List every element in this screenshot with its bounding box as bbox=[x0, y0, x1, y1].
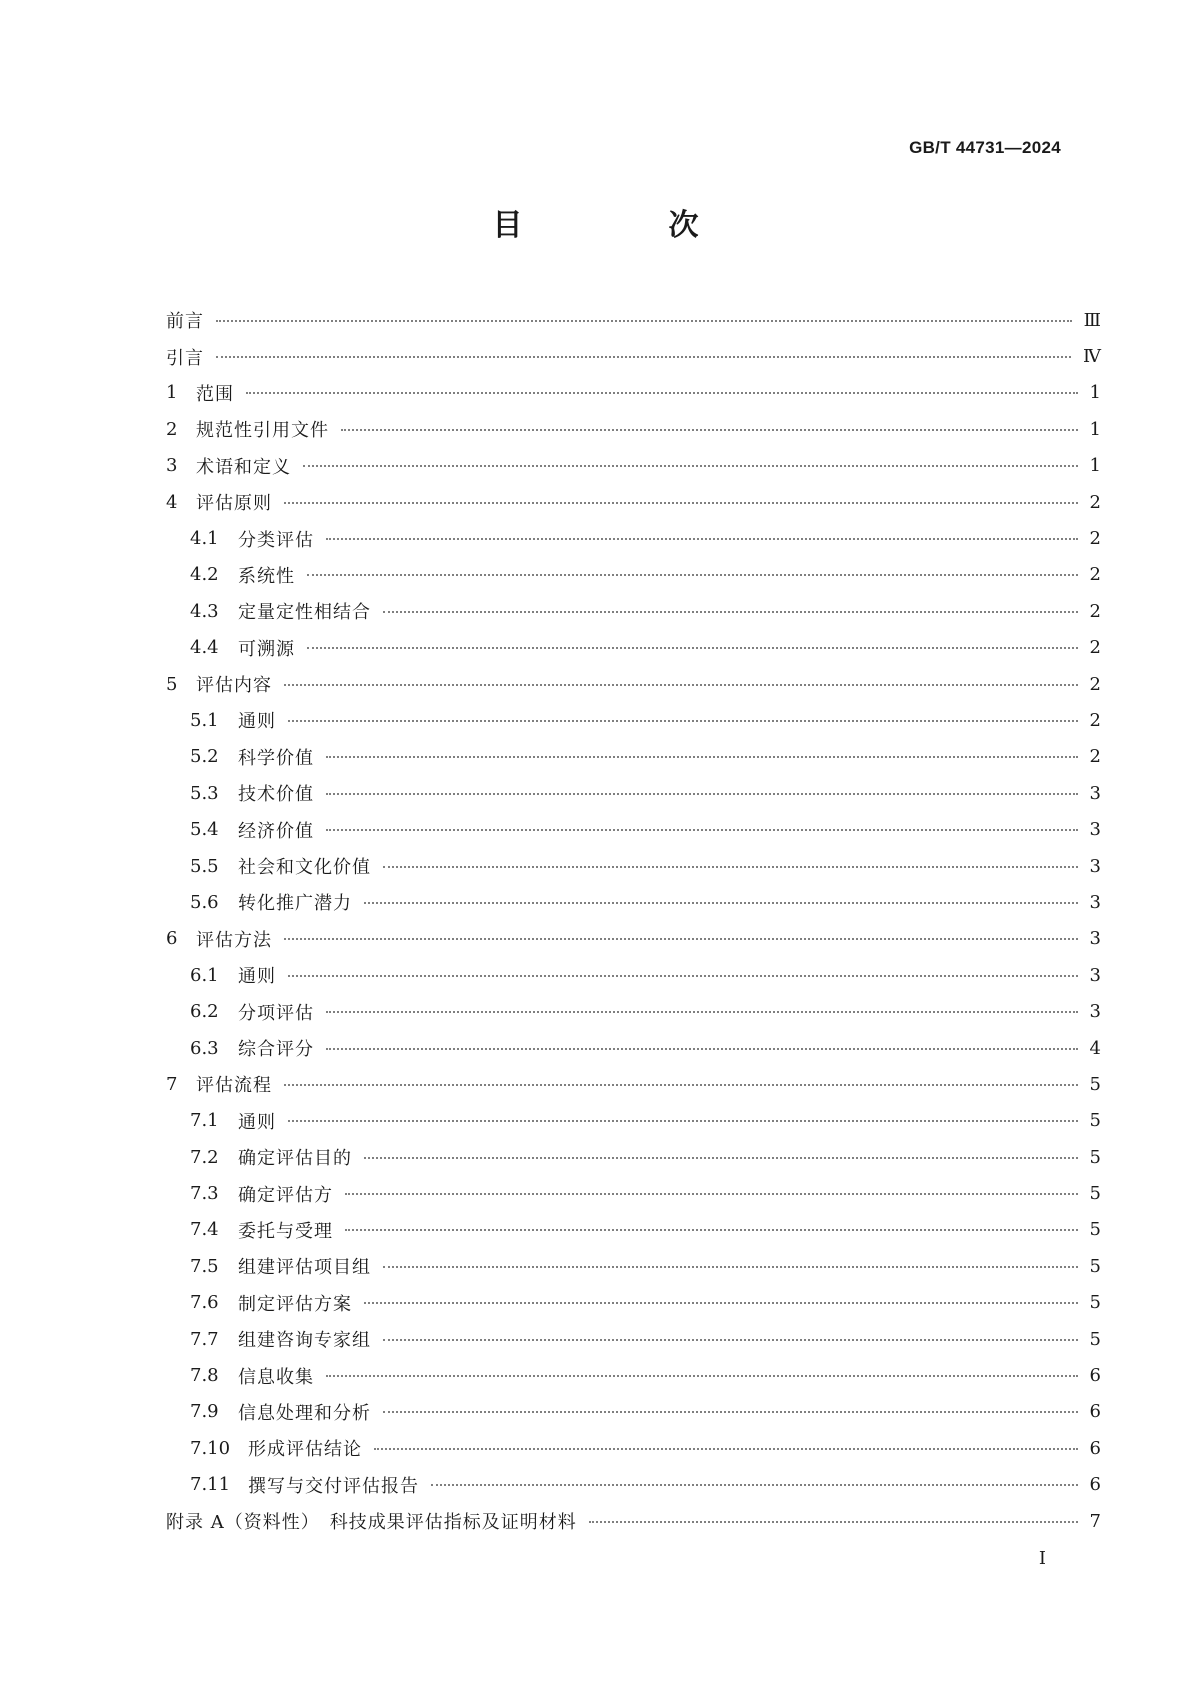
dot-leader bbox=[303, 464, 1078, 467]
toc-entry[interactable] bbox=[166, 1175, 1101, 1211]
toc-entry-label: 社会和文化价值 bbox=[238, 857, 371, 879]
toc-entry-page: 1 bbox=[1089, 382, 1101, 404]
toc-entry-number: 7.1 bbox=[190, 1110, 219, 1132]
toc-entry[interactable] bbox=[166, 993, 1101, 1029]
toc-entry[interactable] bbox=[166, 557, 1101, 593]
dot-leader bbox=[326, 1010, 1078, 1013]
dot-leader bbox=[216, 355, 1071, 358]
page-title: 目 次 bbox=[492, 208, 757, 243]
page-number: I bbox=[1038, 1548, 1046, 1569]
toc-entry[interactable] bbox=[166, 1357, 1101, 1393]
toc-entry-label: 确定评估方 bbox=[238, 1184, 333, 1206]
toc-entry-page: 3 bbox=[1089, 964, 1101, 986]
toc-entry-label: 转化推广潜力 bbox=[238, 893, 352, 915]
toc-entry-page: 5 bbox=[1089, 1328, 1101, 1350]
toc-entry[interactable] bbox=[166, 1394, 1101, 1430]
toc-entry-page: 2 bbox=[1089, 528, 1101, 550]
toc-entry-page: 2 bbox=[1089, 673, 1101, 695]
toc-entry-label: 科学价值 bbox=[238, 747, 314, 769]
toc-entry-number: 7.6 bbox=[190, 1292, 219, 1314]
toc-entry-label: 定量定性相结合 bbox=[238, 602, 371, 624]
toc-entry[interactable] bbox=[166, 1467, 1101, 1503]
toc-entry-label: 通则 bbox=[238, 1111, 276, 1133]
dot-leader bbox=[288, 1119, 1078, 1122]
toc-entry-label: 制定评估方案 bbox=[238, 1293, 352, 1315]
dot-leader bbox=[326, 828, 1078, 831]
toc-entry-number: 2 bbox=[166, 418, 178, 440]
toc-entry[interactable] bbox=[166, 1248, 1101, 1284]
toc-entry[interactable] bbox=[166, 739, 1101, 775]
toc-entry-label: 信息处理和分析 bbox=[238, 1402, 371, 1424]
toc-entry-page: 4 bbox=[1089, 1037, 1101, 1059]
toc-entry-number: 3 bbox=[166, 455, 178, 477]
toc-entry-number: 5.1 bbox=[190, 709, 219, 731]
toc-entry-number: 5.4 bbox=[190, 819, 219, 841]
toc-entry[interactable] bbox=[166, 1285, 1101, 1321]
toc-entry-label: 术语和定义 bbox=[196, 456, 291, 478]
dot-leader bbox=[326, 792, 1078, 795]
toc-entry-label: 技术价值 bbox=[238, 784, 314, 806]
toc-entry[interactable] bbox=[166, 1212, 1101, 1248]
toc-entry[interactable] bbox=[166, 811, 1101, 847]
dot-leader bbox=[326, 1047, 1078, 1050]
toc-entry-label: 委托与受理 bbox=[238, 1220, 333, 1242]
toc-entry-page: 5 bbox=[1089, 1110, 1101, 1132]
toc-entry-page: 1 bbox=[1089, 455, 1101, 477]
toc-entry-number: 4.1 bbox=[190, 528, 219, 550]
toc-entry[interactable] bbox=[166, 484, 1101, 520]
toc-entry[interactable] bbox=[166, 1430, 1101, 1466]
toc-entry[interactable] bbox=[166, 1321, 1101, 1357]
toc-entry-number: 5.2 bbox=[190, 746, 219, 768]
dot-leader bbox=[374, 1447, 1078, 1450]
toc-entry-page: 6 bbox=[1089, 1365, 1101, 1387]
toc-entry[interactable] bbox=[166, 921, 1101, 957]
toc-entry-page: 2 bbox=[1089, 637, 1101, 659]
toc-entry-number: 5.6 bbox=[190, 891, 219, 913]
toc-entry-number: 4.2 bbox=[190, 564, 219, 586]
toc-entry[interactable] bbox=[166, 848, 1101, 884]
dot-leader bbox=[246, 391, 1078, 394]
toc-entry-number: 5.5 bbox=[190, 855, 219, 877]
toc-entry-page: 1 bbox=[1089, 418, 1101, 440]
dot-leader bbox=[284, 683, 1078, 686]
toc-entry-page: 5 bbox=[1089, 1219, 1101, 1241]
dot-leader bbox=[589, 1520, 1078, 1523]
toc-entry-number: 5.3 bbox=[190, 782, 219, 804]
toc-entry-page: Ⅲ bbox=[1083, 309, 1101, 331]
dot-leader bbox=[216, 319, 1072, 322]
dot-leader bbox=[364, 1156, 1078, 1159]
dot-leader bbox=[431, 1483, 1078, 1486]
toc-entry-label: 规范性引用文件 bbox=[196, 420, 329, 442]
toc-entry-number: 6 bbox=[166, 928, 178, 950]
table-of-contents bbox=[166, 302, 1101, 1539]
toc-entry-number: 7.10 bbox=[190, 1437, 231, 1459]
toc-entry-page: 2 bbox=[1089, 564, 1101, 586]
dot-leader bbox=[364, 1301, 1078, 1304]
toc-entry-page: 3 bbox=[1089, 819, 1101, 841]
toc-entry-label: 经济价值 bbox=[238, 820, 314, 842]
toc-entry-label: 系统性 bbox=[238, 565, 295, 587]
toc-entry-page: 3 bbox=[1089, 928, 1101, 950]
dot-leader bbox=[284, 501, 1078, 504]
dot-leader bbox=[284, 1083, 1078, 1086]
dot-leader bbox=[326, 1374, 1078, 1377]
dot-leader bbox=[364, 901, 1078, 904]
toc-entry-page: 2 bbox=[1089, 491, 1101, 513]
dot-leader bbox=[383, 1410, 1078, 1413]
dot-leader bbox=[345, 1228, 1078, 1231]
toc-entry[interactable] bbox=[166, 448, 1101, 484]
dot-leader bbox=[326, 755, 1078, 758]
toc-entry-page: 5 bbox=[1089, 1146, 1101, 1168]
toc-entry-number: 6.1 bbox=[190, 964, 219, 986]
toc-entry-number: 7.7 bbox=[190, 1328, 219, 1350]
toc-entry[interactable] bbox=[166, 520, 1101, 556]
toc-entry-label: 可溯源 bbox=[238, 638, 295, 660]
toc-entry-number: 7.9 bbox=[190, 1401, 219, 1423]
toc-entry[interactable] bbox=[166, 302, 1101, 338]
toc-entry[interactable] bbox=[166, 1030, 1101, 1066]
toc-entry-page: 3 bbox=[1089, 855, 1101, 877]
toc-entry[interactable] bbox=[166, 666, 1101, 702]
toc-entry[interactable] bbox=[166, 1103, 1101, 1139]
toc-entry-number: 6.2 bbox=[190, 1001, 219, 1023]
toc-entry-label: 综合评分 bbox=[238, 1039, 314, 1060]
dot-leader bbox=[383, 865, 1078, 868]
toc-entry-number: 7.8 bbox=[190, 1365, 219, 1387]
toc-entry-page: 7 bbox=[1089, 1510, 1101, 1532]
toc-entry-page: 2 bbox=[1089, 709, 1101, 731]
dot-leader bbox=[341, 428, 1078, 431]
toc-entry-label: 评估方法 bbox=[196, 929, 272, 951]
toc-entry-label: 范围 bbox=[196, 383, 234, 405]
toc-entry-label: 组建评估项目组 bbox=[238, 1257, 371, 1279]
toc-entry-page: 2 bbox=[1089, 600, 1101, 622]
toc-entry[interactable] bbox=[166, 1139, 1101, 1175]
dot-leader bbox=[288, 719, 1078, 722]
toc-entry[interactable] bbox=[166, 957, 1101, 993]
toc-entry-page: 2 bbox=[1089, 746, 1101, 768]
toc-entry-page: 5 bbox=[1089, 1073, 1101, 1095]
toc-entry-label: 组建咨询专家组 bbox=[238, 1330, 371, 1352]
toc-entry-label: 信息收集 bbox=[238, 1366, 314, 1388]
toc-entry-page: 6 bbox=[1089, 1401, 1101, 1423]
toc-entry-page: 6 bbox=[1089, 1437, 1101, 1459]
toc-entry-number: 7.5 bbox=[190, 1255, 219, 1277]
toc-entry-page: 6 bbox=[1089, 1474, 1101, 1496]
toc-entry[interactable] bbox=[166, 375, 1101, 411]
toc-entry-label: 评估内容 bbox=[196, 675, 272, 697]
toc-entry[interactable] bbox=[166, 411, 1101, 447]
toc-entry-label: 确定评估目的 bbox=[238, 1148, 352, 1170]
toc-entry-page: 5 bbox=[1089, 1183, 1101, 1205]
toc-entry-number: 7.4 bbox=[190, 1219, 219, 1241]
toc-entry-label: 附录 A（资料性） 科技成果评估指标及证明材料 bbox=[166, 1512, 577, 1534]
standard-code: GB/T 44731—2024 bbox=[909, 138, 1061, 157]
toc-entry[interactable] bbox=[166, 884, 1101, 920]
toc-entry[interactable] bbox=[166, 630, 1101, 666]
dot-leader bbox=[383, 610, 1078, 613]
toc-entry[interactable] bbox=[166, 593, 1101, 629]
dot-leader bbox=[383, 1338, 1078, 1341]
toc-entry-number: 4 bbox=[166, 491, 178, 513]
toc-entry-number: 6.3 bbox=[190, 1037, 219, 1059]
toc-entry-label: 前言 bbox=[166, 311, 204, 333]
dot-leader bbox=[345, 1192, 1078, 1195]
toc-entry-number: 1 bbox=[166, 382, 178, 404]
toc-entry-number: 7.2 bbox=[190, 1146, 219, 1168]
toc-entry-label: 分项评估 bbox=[238, 1002, 314, 1024]
toc-entry[interactable] bbox=[166, 338, 1101, 374]
toc-entry-page: 5 bbox=[1089, 1255, 1101, 1277]
toc-entry-label: 形成评估结论 bbox=[248, 1439, 362, 1461]
dot-leader bbox=[288, 974, 1078, 977]
dot-leader bbox=[326, 537, 1078, 540]
dot-leader bbox=[284, 937, 1078, 940]
toc-entry-number: 4.4 bbox=[190, 637, 219, 659]
dot-leader bbox=[307, 646, 1078, 649]
toc-entry-label: 评估流程 bbox=[196, 1075, 272, 1097]
toc-entry-number: 7.3 bbox=[190, 1183, 219, 1205]
toc-entry-label: 引言 bbox=[166, 347, 204, 369]
toc-entry-page: 5 bbox=[1089, 1292, 1101, 1314]
toc-entry-number: 7.11 bbox=[190, 1474, 231, 1496]
toc-entry-page: 3 bbox=[1089, 1001, 1101, 1023]
toc-entry-label: 分类评估 bbox=[238, 529, 314, 551]
dot-leader bbox=[383, 1265, 1078, 1268]
toc-entry-page: 3 bbox=[1089, 782, 1101, 804]
toc-entry-number: 5 bbox=[166, 673, 178, 695]
toc-entry-number: 4.3 bbox=[190, 600, 219, 622]
dot-leader bbox=[307, 573, 1078, 576]
toc-entry-page: Ⅳ bbox=[1083, 346, 1101, 368]
toc-entry[interactable] bbox=[166, 702, 1101, 738]
toc-entry-label: 通则 bbox=[238, 966, 276, 988]
toc-entry[interactable] bbox=[166, 1066, 1101, 1102]
toc-entry-label: 通则 bbox=[238, 711, 276, 733]
toc-entry-page: 3 bbox=[1089, 891, 1101, 913]
toc-entry-label: 评估原则 bbox=[196, 493, 272, 515]
toc-entry-label: 撰写与交付评估报告 bbox=[248, 1475, 419, 1497]
toc-entry-number: 7 bbox=[166, 1073, 178, 1095]
toc-entry[interactable] bbox=[166, 775, 1101, 811]
toc-entry[interactable] bbox=[166, 1503, 1101, 1539]
